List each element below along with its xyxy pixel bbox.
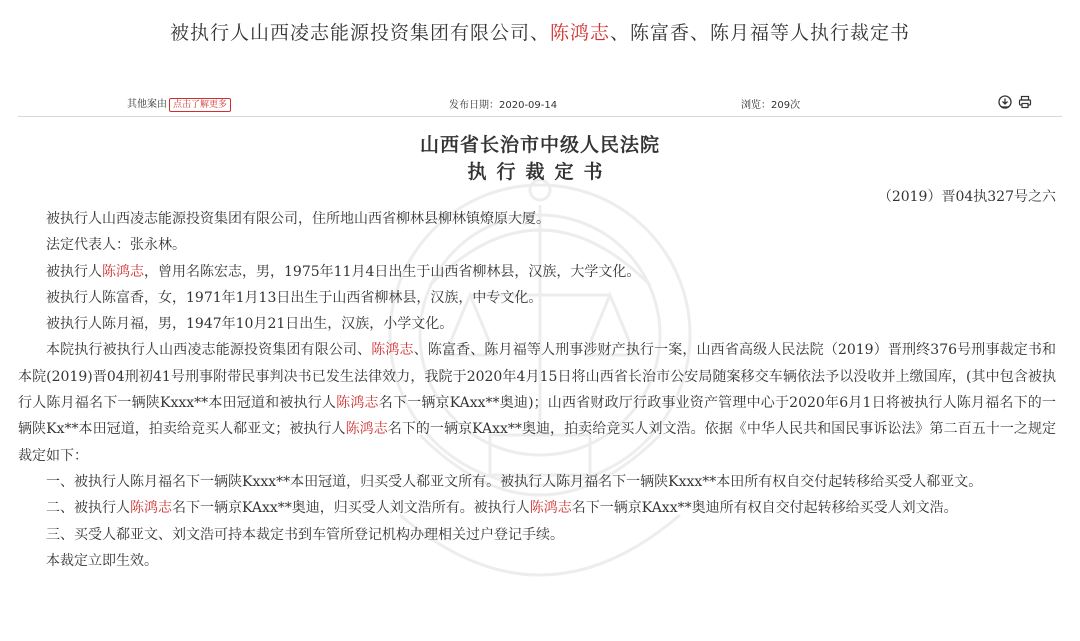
highlighted-name: 陈鸿志 [549,22,610,44]
highlighted-name: 陈鸿志 [130,500,172,517]
document-body [18,206,1056,574]
paragraph: 本院执行被执行人山西凌志能源投资集团有限公司、陈鸿志、陈富香、陈月福等人刑事涉财产执行一案，山西省高级人民法院（2019）晋刑终376号刑事裁定书和本院(2019)晋04刑初41号刑事附带民事判决书已发生法律效力，我院于2020年4月15日将山西省长治市公安局随案移交车辆依法予以没收并上缴国库，(其中包含被执行人陈月福名下一辆陕Kxxx**本田冠道和被执行人陈鸿志名下一辆京KAxx**奥迪)；山西省财政厅行政事业资产管理中心于2020年6月1日将被执行人陈月福名下的一辆陕Kx**本田冠道，拍卖给竞买人郗亚文；被执行人陈鸿志名下的一辆京KAxx**奥迪，拍卖给竞买人刘文浩。依据《中华人民共和国民事诉讼法》第二百五十一之规定裁定如下： [18,342,1057,464]
meta-bar [0,95,1080,113]
page-title: 被执行人山西凌志能源投资集团有限公司、陈鸿志、陈富香、陈月福等人执行裁定书 [169,22,911,44]
highlighted-name: 陈鸿志 [371,342,414,359]
download-icon[interactable] [998,95,1012,112]
paragraph: 本裁定立即生效。 [46,552,158,569]
highlighted-name: 陈鸿志 [345,421,388,438]
document-number: （2019）晋04执327号之六 [877,189,1056,205]
court-name: 山西省长治市中级人民法院 [419,134,660,156]
document-type: 执行裁定书 [467,161,613,183]
paragraph: 被执行人陈富香，女，1971年1月13日出生于山西省柳林县，汉族，中专文化。 [46,289,543,306]
paragraph: 二、被执行人陈鸿志名下一辆京KAxx**奥迪，归买受人刘文浩所有。被执行人陈鸿志名下一辆京KAxx**奥迪所有权自交付起转移给买受人刘文浩。 [46,500,958,517]
publish-date: 发布日期：2020-09-14 [449,100,558,111]
highlighted-name: 陈鸿志 [529,500,572,517]
highlighted-name: 陈鸿志 [102,263,144,280]
paragraph: 被执行人陈鸿志，曾用名陈宏志，男，1975年11月4日出生于山西省柳林县，汉族，大学文化。 [46,263,641,280]
paragraph: 法定代表人：张永林。 [46,237,186,254]
more-link[interactable]: 点击了解更多 [169,98,231,112]
paragraph: 一、被执行人陈月福名下一辆陕Kxxx**本田冠道，归买受人郗亚文所有。被执行人陈月福名下一辆陕Kxxx**本田所有权自交付起转移给买受人郗亚文。 [46,473,983,490]
highlighted-name: 陈鸿志 [336,395,379,412]
divider [18,116,1062,117]
paragraph: 被执行人山西凌志能源投资集团有限公司，住所地山西省柳林县柳林镇燎原大厦。 [46,211,550,227]
case-label: 其他案由 [127,99,167,110]
action-icons [998,95,1038,112]
print-icon[interactable] [1018,95,1032,112]
paragraph: 三、买受人郗亚文、刘文浩可持本裁定书到车管所登记机构办理相关过户登记手续。 [46,526,564,543]
paragraph: 被执行人陈月福，男，1947年10月21日出生，汉族，小学文化。 [46,316,454,333]
case-category [127,95,231,112]
view-count: 浏览：209次 [741,100,801,111]
